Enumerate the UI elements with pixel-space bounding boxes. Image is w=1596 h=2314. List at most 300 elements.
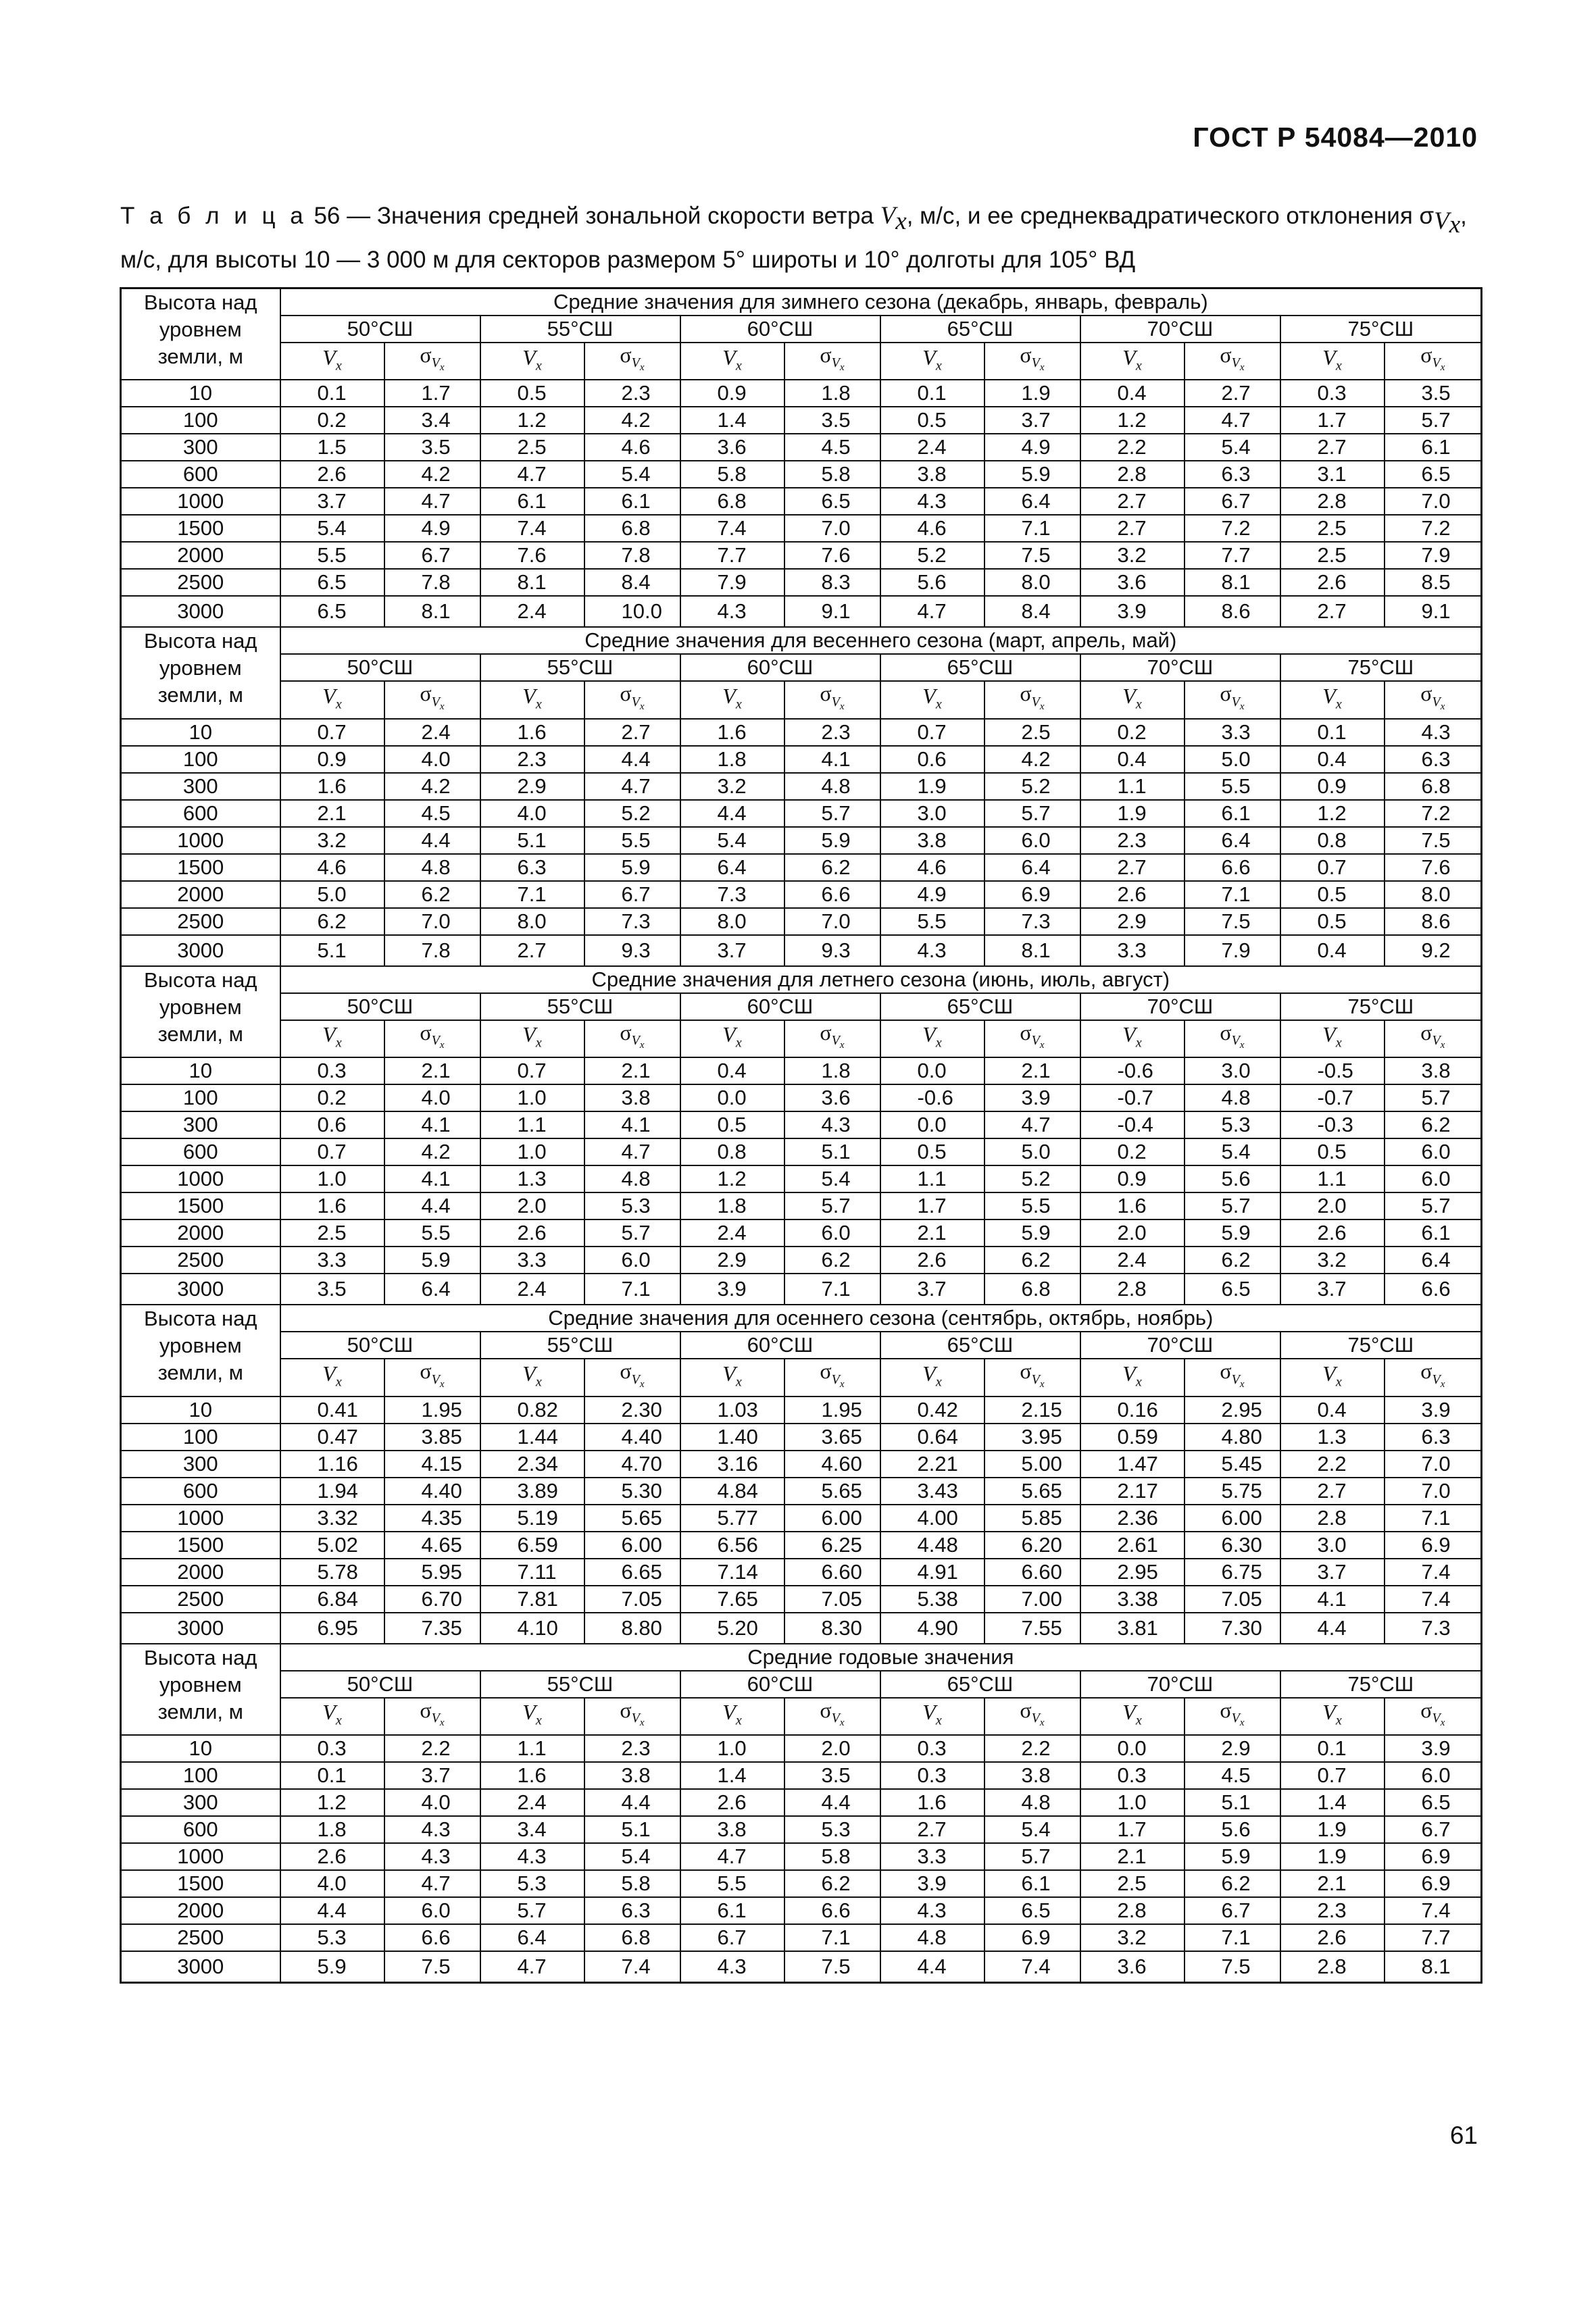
sigma-value: 4.6 — [584, 434, 680, 461]
sigma-value: 5.4 — [1184, 1138, 1280, 1165]
vx-value: 8.0 — [680, 908, 784, 935]
vx-value: 2.5 — [1080, 1870, 1184, 1897]
height-value: 1500 — [121, 1192, 280, 1219]
vx-value: 4.84 — [680, 1478, 784, 1505]
vx-column-header: $V_x$ — [1280, 1020, 1385, 1057]
sigma-value: 6.8 — [584, 515, 680, 542]
latitude-header: 50°СШ — [280, 316, 480, 343]
sigma-value: 7.9 — [1184, 935, 1280, 966]
sigma-column-header: $\sigma_{V_x}$ — [984, 1359, 1080, 1396]
height-value: 1500 — [121, 854, 280, 881]
vx-value: 0.3 — [1080, 1762, 1184, 1789]
sigma-value: 1.7 — [384, 380, 480, 407]
sigma-value: 6.1 — [984, 1870, 1080, 1897]
sigma-value: 6.75 — [1184, 1559, 1280, 1586]
vx-value: 7.1 — [480, 881, 584, 908]
vx-value: 0.8 — [680, 1138, 784, 1165]
vx-value: 0.4 — [1280, 935, 1385, 966]
vx-value: 0.5 — [1280, 1138, 1385, 1165]
sigma-value: 1.8 — [784, 1057, 880, 1084]
height-value: 100 — [121, 1424, 280, 1451]
vx-value: 4.7 — [680, 1843, 784, 1870]
latitude-row — [121, 1332, 1482, 1359]
vx-value: 3.32 — [280, 1505, 384, 1532]
height-value: 300 — [121, 1111, 280, 1138]
sigma-value: 4.1 — [784, 746, 880, 773]
sigma-value: 3.6 — [784, 1084, 880, 1111]
sigma-value: 8.0 — [984, 569, 1080, 596]
vx-value: 0.3 — [1280, 380, 1385, 407]
vx-value: 2.1 — [1080, 1843, 1184, 1870]
sigma-value: 6.0 — [1385, 1762, 1482, 1789]
sigma-value: 6.00 — [784, 1505, 880, 1532]
vx-value: -0.7 — [1280, 1084, 1385, 1111]
height-column-header: Высота над уровнем земли, м — [121, 288, 280, 380]
sigma-value: 8.5 — [1385, 569, 1482, 596]
height-value: 2500 — [121, 569, 280, 596]
sigma-value: 4.5 — [384, 800, 480, 827]
vx-column-header: $V_x$ — [680, 1359, 784, 1396]
vx-value: 2.5 — [280, 1219, 384, 1247]
vx-value: 1.47 — [1080, 1451, 1184, 1478]
table-row — [121, 1532, 1482, 1559]
latitude-header: 60°СШ — [680, 654, 880, 681]
vx-value: 3.9 — [1080, 596, 1184, 627]
sigma-value: 4.3 — [784, 1111, 880, 1138]
vx-value: -0.5 — [1280, 1057, 1385, 1084]
sigma-value: 1.8 — [784, 380, 880, 407]
height-value: 300 — [121, 773, 280, 800]
vx-value: 0.1 — [880, 380, 984, 407]
vx-column-header: $V_x$ — [280, 1020, 384, 1057]
vx-value: 5.1 — [280, 935, 384, 966]
vx-value: 3.2 — [1080, 542, 1184, 569]
vx-value: 3.2 — [280, 827, 384, 854]
sigma-value: 6.8 — [984, 1274, 1080, 1305]
vx-value: 4.48 — [880, 1532, 984, 1559]
height-column-header: Высота над уровнем земли, м — [121, 1644, 280, 1735]
sigma-value: 4.5 — [784, 434, 880, 461]
vx-value: 6.8 — [680, 488, 784, 515]
sigma-value: 5.2 — [584, 800, 680, 827]
vx-value: 0.5 — [880, 407, 984, 434]
vx-value: 0.0 — [880, 1057, 984, 1084]
vx-value: 4.4 — [280, 1897, 384, 1924]
sigma-value: 5.7 — [784, 1192, 880, 1219]
vx-value: 4.00 — [880, 1505, 984, 1532]
sigma-value: 7.0 — [1385, 1451, 1482, 1478]
sigma-value: 3.9 — [1385, 1735, 1482, 1762]
sigma-value: 5.4 — [584, 461, 680, 488]
vx-value: 2.5 — [480, 434, 584, 461]
vx-value: 2.6 — [1080, 881, 1184, 908]
sigma-value: 7.8 — [584, 542, 680, 569]
sigma-value: 6.70 — [384, 1586, 480, 1613]
section-title: Средние годовые значения — [280, 1644, 1482, 1671]
vx-value: 3.0 — [880, 800, 984, 827]
vx-value: 2.4 — [1080, 1247, 1184, 1274]
sigma-value: 4.0 — [384, 1789, 480, 1816]
sigma-value: 5.7 — [984, 1843, 1080, 1870]
vx-value: 1.94 — [280, 1478, 384, 1505]
sigma-value: 4.3 — [1385, 719, 1482, 746]
vx-value: 4.3 — [880, 935, 984, 966]
vx-value: 0.59 — [1080, 1424, 1184, 1451]
sigma-value: 3.65 — [784, 1424, 880, 1451]
vx-value: 5.5 — [880, 908, 984, 935]
sigma-value: 4.4 — [584, 746, 680, 773]
table-row — [121, 1192, 1482, 1219]
vx-column-header: $V_x$ — [680, 1698, 784, 1735]
height-value: 600 — [121, 461, 280, 488]
height-value: 2500 — [121, 1924, 280, 1951]
sigma-value: 6.7 — [1385, 1816, 1482, 1843]
sigma-value: 6.1 — [1385, 434, 1482, 461]
vx-value: 2.7 — [480, 935, 584, 966]
sigma-value: 6.60 — [984, 1559, 1080, 1586]
page-number: 61 — [1449, 2121, 1478, 2149]
vx-value: 2.7 — [880, 1816, 984, 1843]
sigma-value: 6.6 — [784, 1897, 880, 1924]
sigma-value: 6.2 — [384, 881, 480, 908]
sigma-value: 4.1 — [384, 1111, 480, 1138]
vx-value: 5.8 — [680, 461, 784, 488]
sigma-value: 3.7 — [384, 1762, 480, 1789]
table-row — [121, 1735, 1482, 1762]
sigma-value: 2.30 — [584, 1397, 680, 1424]
vx-value: 1.8 — [680, 1192, 784, 1219]
vx-value: 1.6 — [480, 719, 584, 746]
vx-value: 8.1 — [480, 569, 584, 596]
vx-value: 3.7 — [280, 488, 384, 515]
sigma-column-header: $\sigma_{V_x}$ — [1385, 681, 1482, 718]
section-title-row — [121, 966, 1482, 993]
sigma-value: 2.3 — [584, 380, 680, 407]
sigma-value: 6.6 — [1385, 1274, 1482, 1305]
vx-value: 6.1 — [680, 1897, 784, 1924]
vx-value: 0.1 — [1280, 1735, 1385, 1762]
sigma-value: 5.7 — [584, 1219, 680, 1247]
vx-value: 4.90 — [880, 1613, 984, 1644]
height-value: 100 — [121, 1084, 280, 1111]
vx-value: 4.3 — [880, 1897, 984, 1924]
sigma-value: 2.7 — [584, 719, 680, 746]
vx-value: 2.7 — [1280, 434, 1385, 461]
symbol-row — [121, 343, 1482, 380]
vx-value: 7.7 — [680, 542, 784, 569]
table-row — [121, 1897, 1482, 1924]
sigma-value: 6.6 — [1184, 854, 1280, 881]
sigma-value: 7.05 — [784, 1586, 880, 1613]
vx-value: 4.7 — [880, 596, 984, 627]
sigma-value: 5.7 — [784, 800, 880, 827]
sigma-value: 3.5 — [1385, 380, 1482, 407]
vx-value: 6.56 — [680, 1532, 784, 1559]
vx-value: 5.38 — [880, 1586, 984, 1613]
sigma-column-header: $\sigma_{V_x}$ — [784, 1698, 880, 1735]
vx-value: 0.6 — [280, 1111, 384, 1138]
sigma-value: 2.2 — [384, 1735, 480, 1762]
vx-value: 0.5 — [1280, 881, 1385, 908]
vx-value: 0.2 — [280, 407, 384, 434]
sigma-value: 4.4 — [384, 1192, 480, 1219]
vx-value: 1.8 — [280, 1816, 384, 1843]
sigma-value: 7.5 — [1385, 827, 1482, 854]
sigma-value: 8.4 — [984, 596, 1080, 627]
vx-value: 4.8 — [880, 1924, 984, 1951]
symbol-row — [121, 1698, 1482, 1735]
vx-column-header: $V_x$ — [480, 681, 584, 718]
vx-value: 4.0 — [480, 800, 584, 827]
vx-value: 1.4 — [680, 1762, 784, 1789]
vx-value: 5.9 — [280, 1951, 384, 1983]
height-value: 10 — [121, 1057, 280, 1084]
vx-value: 5.5 — [280, 542, 384, 569]
sigma-value: 5.2 — [984, 1165, 1080, 1192]
vx-value: 0.42 — [880, 1397, 984, 1424]
latitude-row — [121, 654, 1482, 681]
latitude-header: 65°СШ — [880, 993, 1080, 1020]
sigma-value: 2.1 — [984, 1057, 1080, 1084]
section-title: Средние значения для летнего сезона (июнь, июль, август) — [280, 966, 1482, 993]
vx-value: 3.7 — [880, 1274, 984, 1305]
sigma-value: 2.3 — [584, 1735, 680, 1762]
vx-value: 1.9 — [1280, 1816, 1385, 1843]
height-column-header: Высота над уровнем земли, м — [121, 1305, 280, 1396]
vx-value: 2.17 — [1080, 1478, 1184, 1505]
sigma-value: 5.1 — [784, 1138, 880, 1165]
vx-value: 3.7 — [1280, 1274, 1385, 1305]
sigma-value: 7.0 — [784, 515, 880, 542]
sigma-value: 9.1 — [1385, 596, 1482, 627]
sigma-value: 6.3 — [1385, 746, 1482, 773]
vx-value: 2.3 — [1280, 1897, 1385, 1924]
vx-value: 1.7 — [1080, 1816, 1184, 1843]
sigma-value: 3.8 — [584, 1762, 680, 1789]
latitude-header: 60°СШ — [680, 1671, 880, 1698]
latitude-header: 55°СШ — [480, 316, 680, 343]
sigma-value: 5.9 — [384, 1247, 480, 1274]
latitude-header: 50°СШ — [280, 654, 480, 681]
vx-column-header: $V_x$ — [280, 343, 384, 380]
caption-number: 56 — [314, 203, 341, 229]
sigma-value: 1.95 — [784, 1397, 880, 1424]
sigma-value: 4.7 — [584, 1138, 680, 1165]
sigma-value: 7.3 — [984, 908, 1080, 935]
sigma-value: 7.2 — [1385, 800, 1482, 827]
table-row — [121, 1789, 1482, 1816]
vx-value: 5.3 — [280, 1924, 384, 1951]
sigma-value: 4.35 — [384, 1505, 480, 1532]
vx-value: 5.7 — [480, 1897, 584, 1924]
vx-value: 2.1 — [1280, 1870, 1385, 1897]
section-title: Средние значения для осеннего сезона (сентябрь, октябрь, ноябрь) — [280, 1305, 1482, 1332]
sigma-value: 4.4 — [384, 827, 480, 854]
sigma-column-header: $\sigma_{V_x}$ — [1385, 1359, 1482, 1396]
vx-value: 3.43 — [880, 1478, 984, 1505]
vx-value: -0.3 — [1280, 1111, 1385, 1138]
sigma-value: 4.8 — [784, 773, 880, 800]
sigma-value: 10.0 — [584, 596, 680, 627]
vx-value: 4.4 — [680, 800, 784, 827]
table-row — [121, 488, 1482, 515]
table-row — [121, 407, 1482, 434]
caption-label: Т а б л и ц а — [120, 203, 307, 229]
sigma-value: 6.5 — [1385, 1789, 1482, 1816]
vx-column-header: $V_x$ — [1080, 343, 1184, 380]
sigma-value: 5.3 — [784, 1816, 880, 1843]
vx-value: 4.6 — [880, 854, 984, 881]
latitude-header: 75°СШ — [1280, 993, 1482, 1020]
sigma-value: 7.3 — [584, 908, 680, 935]
height-value: 2000 — [121, 1219, 280, 1247]
sigma-value: 6.2 — [784, 1247, 880, 1274]
sigma-value: 2.5 — [984, 719, 1080, 746]
sigma-value: 5.3 — [584, 1192, 680, 1219]
sigma-value: 6.9 — [1385, 1532, 1482, 1559]
sigma-value: 4.8 — [584, 1165, 680, 1192]
vx-value: 0.16 — [1080, 1397, 1184, 1424]
vx-value: 0.7 — [1280, 854, 1385, 881]
vx-value: 6.7 — [680, 1924, 784, 1951]
sigma-value: 6.7 — [384, 542, 480, 569]
vx-value: 0.4 — [680, 1057, 784, 1084]
vx-column-header: $V_x$ — [680, 343, 784, 380]
vx-value: 6.5 — [280, 596, 384, 627]
sigma-column-header: $\sigma_{V_x}$ — [384, 1020, 480, 1057]
section-title-row — [121, 288, 1482, 316]
latitude-header: 70°СШ — [1080, 654, 1280, 681]
vx-value: 6.5 — [280, 569, 384, 596]
sigma-value: 2.2 — [984, 1735, 1080, 1762]
vx-value: 5.2 — [880, 542, 984, 569]
vx-value: 1.6 — [280, 773, 384, 800]
sigma-value: 8.1 — [984, 935, 1080, 966]
sigma-column-header: $\sigma_{V_x}$ — [1385, 1020, 1482, 1057]
sigma-column-header: $\sigma_{V_x}$ — [984, 681, 1080, 718]
table-row — [121, 596, 1482, 627]
vx-value: 6.4 — [480, 1924, 584, 1951]
height-value: 1000 — [121, 827, 280, 854]
sigma-value: 5.8 — [584, 1870, 680, 1897]
latitude-header: 65°СШ — [880, 1332, 1080, 1359]
vx-value: 2.7 — [1080, 515, 1184, 542]
sigma-value: 2.9 — [1184, 1735, 1280, 1762]
vx-value: 4.3 — [880, 488, 984, 515]
vx-value: 6.4 — [680, 854, 784, 881]
latitude-header: 65°СШ — [880, 316, 1080, 343]
vx-value: 5.6 — [880, 569, 984, 596]
vx-value: 7.9 — [680, 569, 784, 596]
sigma-value: 6.2 — [784, 854, 880, 881]
sigma-value: 4.0 — [384, 1084, 480, 1111]
vx-value: 4.1 — [1280, 1586, 1385, 1613]
vx-value: 3.89 — [480, 1478, 584, 1505]
sigma-column-header: $\sigma_{V_x}$ — [784, 343, 880, 380]
vx-value: 2.6 — [280, 1843, 384, 1870]
vx-value: 0.7 — [480, 1057, 584, 1084]
table-row — [121, 1084, 1482, 1111]
sigma-value: 5.1 — [1184, 1789, 1280, 1816]
sigma-value: 7.30 — [1184, 1613, 1280, 1644]
vx-value: 3.8 — [680, 1816, 784, 1843]
vx-value: 2.8 — [1080, 1897, 1184, 1924]
sigma-column-header: $\sigma_{V_x}$ — [984, 1698, 1080, 1735]
sigma-column-header: $\sigma_{V_x}$ — [784, 1359, 880, 1396]
sigma-value: 5.5 — [384, 1219, 480, 1247]
sigma-value: 6.8 — [584, 1924, 680, 1951]
sigma-value: 6.0 — [1385, 1138, 1482, 1165]
sigma-value: 7.35 — [384, 1613, 480, 1644]
vx-value: 2.6 — [1280, 1924, 1385, 1951]
height-value: 1000 — [121, 1505, 280, 1532]
vx-value: 1.9 — [880, 773, 984, 800]
vx-value: 4.7 — [480, 1951, 584, 1983]
latitude-header: 55°СШ — [480, 654, 680, 681]
table-row — [121, 1586, 1482, 1613]
sigma-value: 4.4 — [584, 1789, 680, 1816]
height-value: 100 — [121, 1762, 280, 1789]
sigma-value: 2.0 — [784, 1735, 880, 1762]
vx-value: 0.6 — [880, 746, 984, 773]
vx-value: 3.38 — [1080, 1586, 1184, 1613]
vx-value: 1.6 — [880, 1789, 984, 1816]
vx-value: 1.0 — [480, 1084, 584, 1111]
sigma-value: 6.4 — [984, 854, 1080, 881]
vx-value: 1.6 — [1080, 1192, 1184, 1219]
sigma-value: 4.7 — [384, 488, 480, 515]
sigma-value: 6.9 — [1385, 1843, 1482, 1870]
sigma-value: 7.0 — [384, 908, 480, 935]
vx-value: 0.3 — [880, 1762, 984, 1789]
sigma-value: 6.2 — [984, 1247, 1080, 1274]
height-value: 2500 — [121, 1247, 280, 1274]
vx-column-header: $V_x$ — [1080, 1359, 1184, 1396]
vx-value: 1.03 — [680, 1397, 784, 1424]
vx-value: 1.1 — [480, 1111, 584, 1138]
vx-value: 3.3 — [480, 1247, 584, 1274]
vx-value: 1.0 — [680, 1735, 784, 1762]
vx-value: 2.21 — [880, 1451, 984, 1478]
latitude-header: 60°СШ — [680, 1332, 880, 1359]
sigma-value: 5.9 — [784, 827, 880, 854]
sigma-value: 6.2 — [1184, 1870, 1280, 1897]
sigma-value: 5.7 — [1184, 1192, 1280, 1219]
symbol-row — [121, 681, 1482, 718]
table-row — [121, 1451, 1482, 1478]
sigma-value: 6.4 — [1184, 827, 1280, 854]
sigma-value: 5.9 — [984, 461, 1080, 488]
vx-value: 0.5 — [480, 380, 584, 407]
latitude-header: 75°СШ — [1280, 1671, 1482, 1698]
sigma-value: 6.65 — [584, 1559, 680, 1586]
latitude-header: 60°СШ — [680, 316, 880, 343]
vx-value: 0.64 — [880, 1424, 984, 1451]
table-row — [121, 380, 1482, 407]
caption-text-b: , м/с, и ее среднеквадратического отклонения — [906, 203, 1420, 229]
vx-value: 4.9 — [880, 881, 984, 908]
vx-value: 3.6 — [1080, 1951, 1184, 1983]
vx-value: 2.36 — [1080, 1505, 1184, 1532]
sigma-value: 5.65 — [584, 1505, 680, 1532]
vx-value: 2.5 — [1280, 542, 1385, 569]
sigma-column-header: $\sigma_{V_x}$ — [784, 1020, 880, 1057]
table-row — [121, 569, 1482, 596]
sigma-value: 8.1 — [1385, 1951, 1482, 1983]
sigma-value: 6.4 — [384, 1274, 480, 1305]
vx-column-header: $V_x$ — [1280, 1359, 1385, 1396]
sigma-value: 7.1 — [1385, 1505, 1482, 1532]
